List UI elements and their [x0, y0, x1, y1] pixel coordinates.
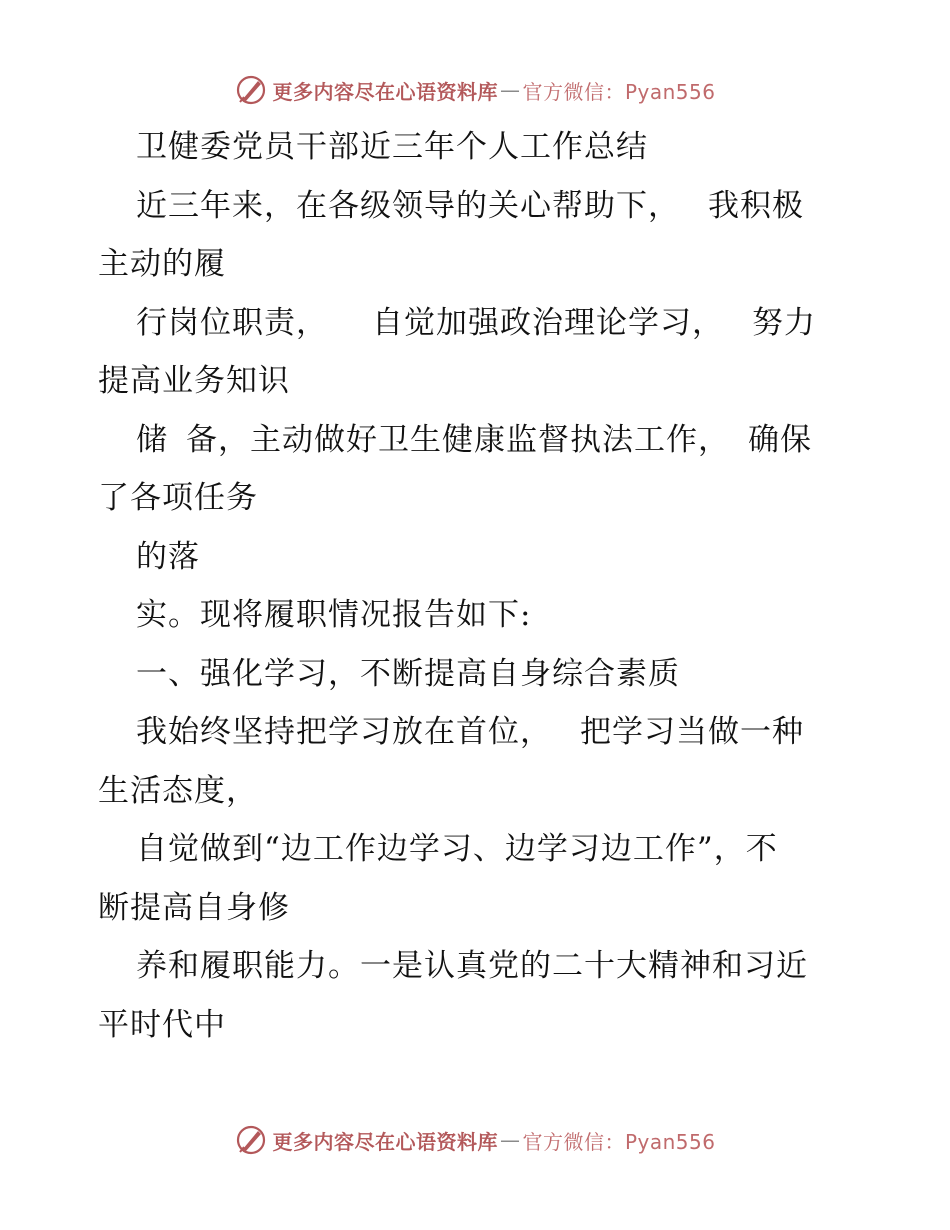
watermark-wechat: 官方微信：Pyan556 [522, 79, 716, 104]
watermark-brand: 更多内容尽在心语资料库 [272, 79, 498, 104]
paragraph-line: 生活态度， [98, 772, 258, 809]
paragraph-line: 行岗位职责， 自觉加强政治理论学习， 努力 [136, 304, 816, 341]
paragraph-line: 近三年来，在各级领导的关心帮助下， 我积极 [136, 187, 804, 224]
paragraph-line: 自觉做到“边工作边学习、边学习边工作”，不 [136, 831, 778, 867]
paragraph-line: 主动的履 [98, 246, 226, 282]
watermark-brand: 更多内容尽在心语资料库 [272, 1129, 498, 1154]
quill-pen-circle-icon [234, 73, 268, 107]
paragraph-line: 平时代中 [98, 1006, 226, 1043]
watermark-wechat: 官方微信：Pyan556 [522, 1129, 716, 1154]
paragraph-line: 储 备，主动做好卫生健康监督执法工作， 确保 [136, 421, 812, 458]
paragraph-line: 养和履职能力。一是认真党的二十大精神和习近 [136, 948, 808, 984]
watermark-separator: — [499, 1128, 521, 1152]
section-heading: 一、强化学习，不断提高自身综合素质 [136, 655, 680, 692]
paragraph-line: 提高业务知识 [98, 363, 290, 399]
quill-pen-circle-icon [234, 1123, 268, 1157]
document-body [98, 118, 858, 1054]
paragraph-line: 了各项任务 [98, 480, 258, 516]
paragraph-line: 我始终坚持把学习放在首位， 把学习当做一种 [136, 714, 804, 750]
document-title: 卫健委党员干部近三年个人工作总结 [136, 129, 648, 165]
footer-watermark [0, 1120, 950, 1160]
paragraph-line: 断提高自身修 [98, 889, 290, 926]
watermark-separator: — [499, 78, 521, 102]
paragraph-line: 实。现将履职情况报告如下: [136, 597, 532, 633]
paragraph-line: 的落 [136, 538, 200, 575]
header-watermark [0, 70, 950, 110]
